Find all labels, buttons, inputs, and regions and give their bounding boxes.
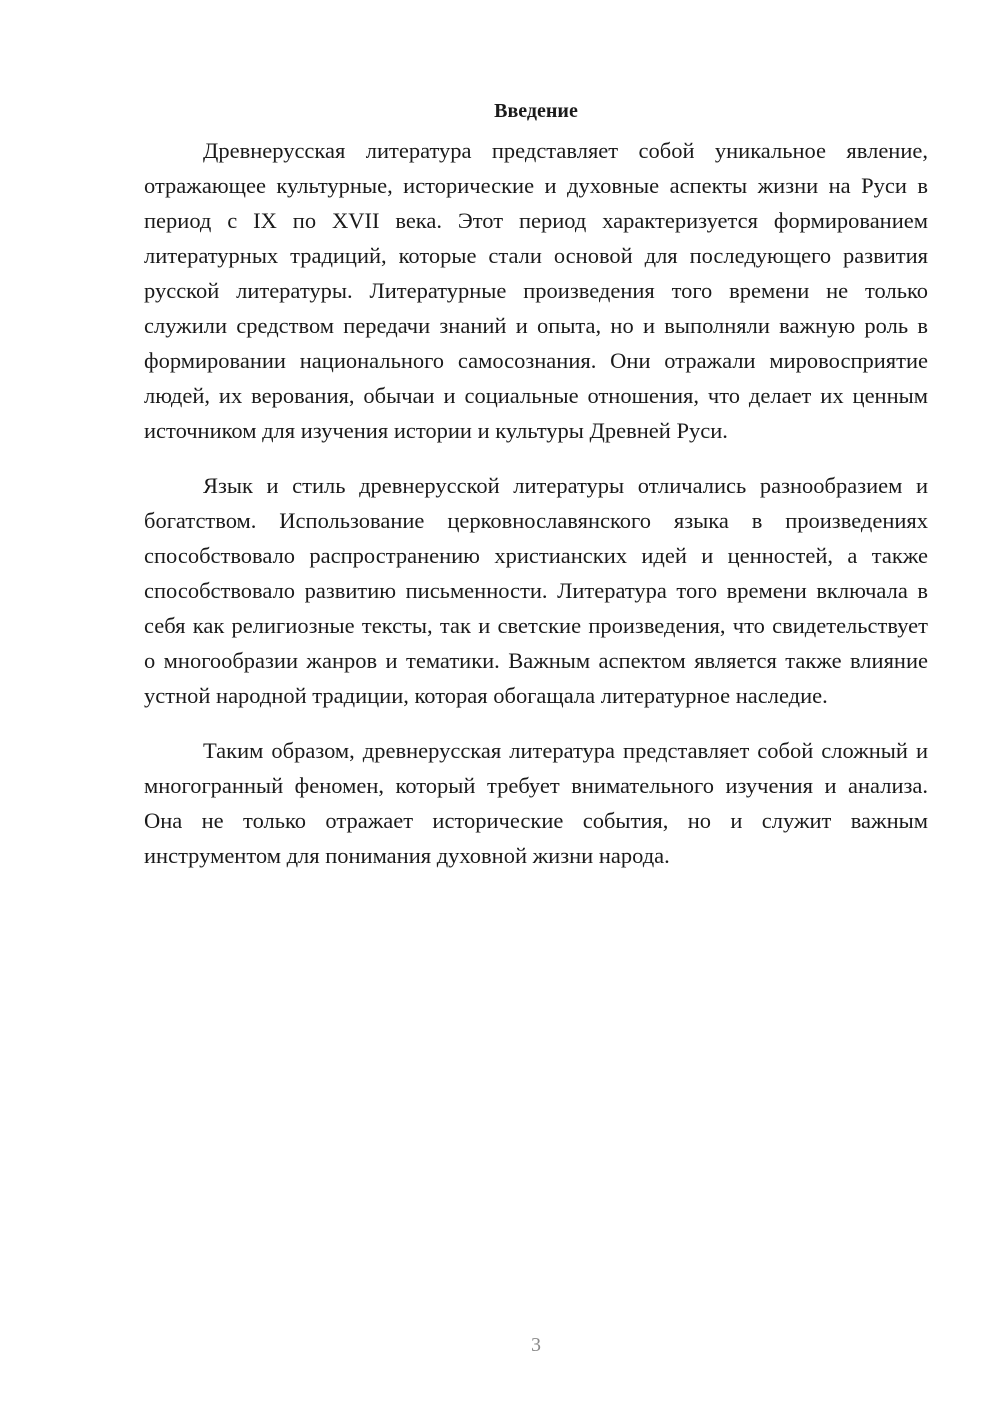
paragraph-1: Древнерусская литература представляет собой уникальное явление, отражающее культурные, исторические и духовные аспекты жизни на Руси в период с IX по XVII века. Этот период характеризуется формированием литературных традиций, которые стали основой для последующего развития русской литературы. Литературные произведения того времени не только служили средством передачи знаний и опыта, но и выполняли важную роль в формировании национального самосознания. Они отражали мировосприятие людей, их верования, обычаи и социальные отношения, что делает их ценным источником для изучения истории и культуры Древней Руси.: [144, 138, 928, 443]
section-heading: Введение: [494, 100, 578, 122]
page-number: 3: [531, 1334, 541, 1356]
paragraph-3: Таким образом, древнерусская литература представляет собой сложный и многогранный феномен, который требует внимательного изучения и анализа. Она не только отражает исторические события, но и служит важным инструментом для понимания духовной жизни народа.: [144, 738, 928, 868]
paragraph-2: Язык и стиль древнерусской литературы отличались разнообразием и богатством. Использование церковнославянского языка в произведениях способствовало распространению христианских идей и ценностей, а также способствовало развитию письменности. Литература того времени включала в себя как религиозные тексты, так и светские произведения, что свидетельствует о многообразии жанров и тематики. Важным аспектом является также влияние устной народной традиции, которая обогащала литературное наследие.: [144, 473, 928, 708]
page-content: [144, 94, 928, 893]
